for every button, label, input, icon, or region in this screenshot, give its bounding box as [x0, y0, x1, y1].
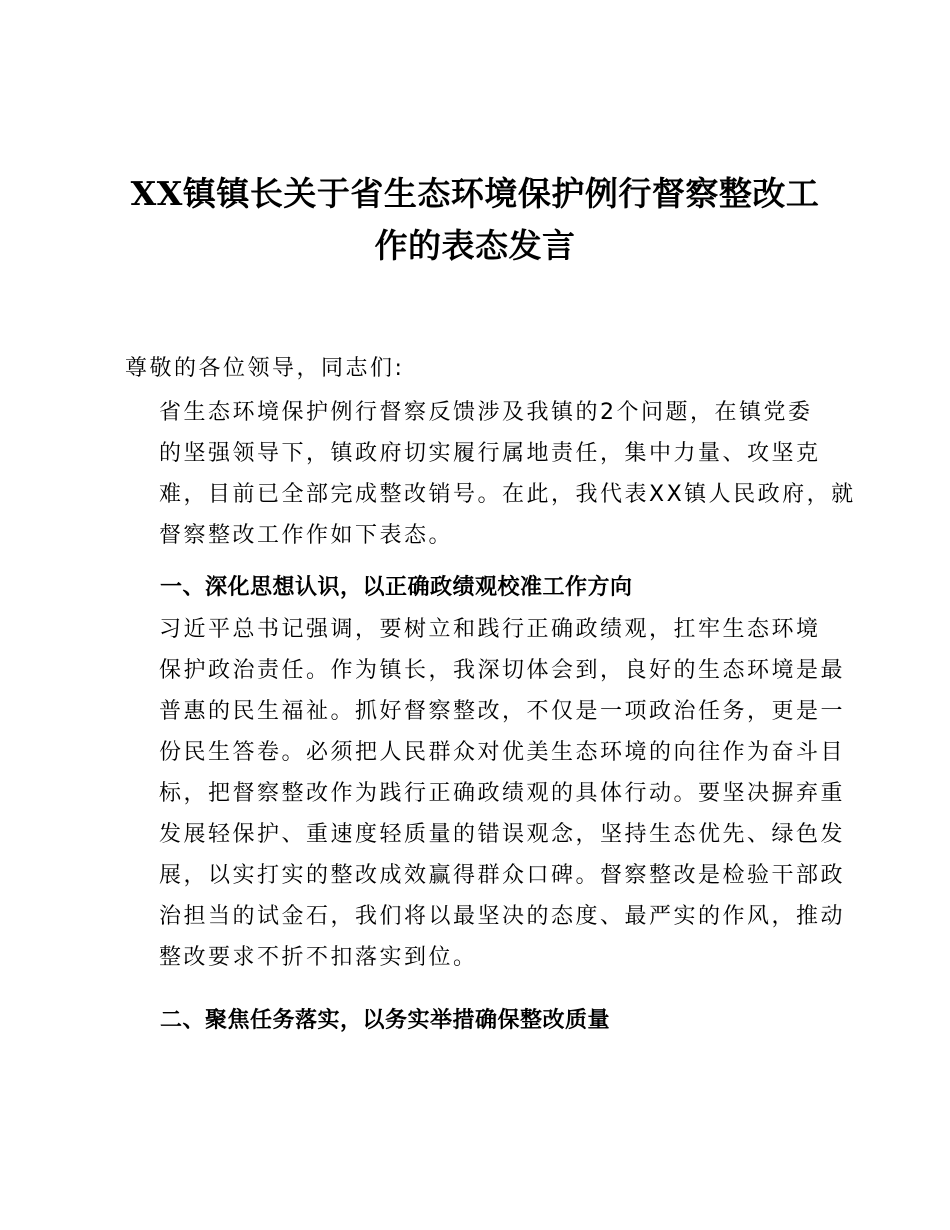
title-line-1: XX镇镇长关于省生态环境保护例行督察整改工 — [130, 174, 820, 213]
paragraph-line: 省生态环境保护例行督察反馈涉及我镇的2个问题，在镇党委 — [159, 400, 813, 425]
paragraph-line: 发展轻保护、重速度轻质量的错误观念，坚持生态优先、绿色发 — [159, 822, 846, 847]
paragraph-line: 督察整改工作作如下表态。 — [159, 523, 454, 548]
paragraph-line: 习近平总书记强调，要树立和践行正确政绩观，扛牢生态环境 — [159, 617, 821, 642]
paragraph-line: 治担当的试金石，我们将以最坚决的态度、最严实的作风，推动 — [159, 904, 846, 929]
title-line-2: 作的表态发言 — [374, 226, 576, 265]
paragraph-line: 份民生答卷。必须把人民群众对优美生态环境的向往作为奋斗目 — [159, 740, 846, 765]
paragraph-2 — [125, 609, 846, 978]
paragraph-line: 的坚强领导下，镇政府切实履行属地责任，集中力量、攻坚克 — [159, 441, 821, 466]
paragraph-line: 展，以实打实的整改成效赢得群众口碑。督察整改是检验干部政 — [159, 863, 846, 888]
paragraph-line: 普惠的民生福祉。抓好督察整改，不仅是一项政治任务，更是一 — [159, 699, 846, 724]
section-heading-2: 二、聚焦任务落实，以务实举措确保整改质量 — [160, 1008, 611, 1033]
salutation: 尊敬的各位领导，同志们: — [125, 356, 405, 381]
section-heading-1: 一、深化思想认识，以正确政绩观校准工作方向 — [160, 575, 633, 600]
paragraph-line: 标，把督察整改作为践行正确政绩观的具体行动。要坚决摒弃重 — [159, 781, 846, 806]
paragraph-line: 整改要求不折不扣落实到位。 — [159, 945, 478, 970]
paragraph-line: 难，目前已全部完成整改销号。在此，我代表XX镇人民政府，就 — [159, 482, 856, 507]
paragraph-1 — [125, 392, 856, 556]
paragraph-line: 保护政治责任。作为镇长，我深切体会到，良好的生态环境是最 — [159, 658, 846, 683]
document-title — [110, 168, 840, 272]
